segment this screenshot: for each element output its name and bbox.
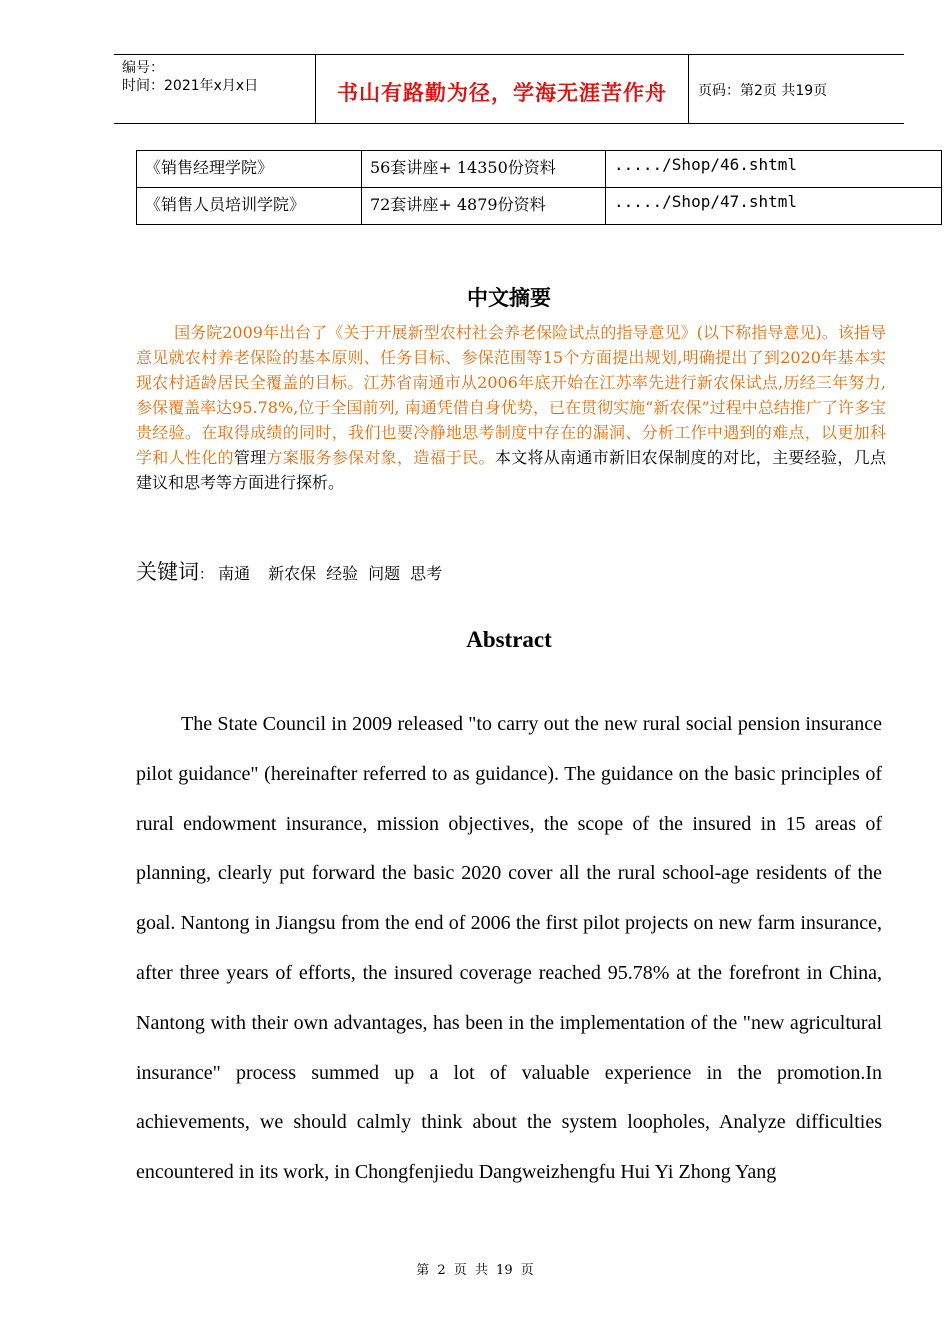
table-cell-name: 《销售经理学院》 [137,151,362,188]
table-cell-link[interactable]: ...../Shop/47.shtml [606,188,942,225]
cn-abstract-black-2: 本文将从南通市新旧农保制度的对比，主要经验，几点建议和思考等方面进行探析。 [136,448,886,492]
cn-abstract-orange-1: 国务院2009年出台了《关于开展新型农村社会养老保险试点的指导意见》(以下称指导意见)。该指导意见就农村养老保险的基本原则、任务目标、参保范围等15个方面提出规划,明确提出了到2020年基本实现农村适龄居民全覆盖的目标。江苏省南通市从2006年底开始在江苏率先进行新农保试点,历经三年努力,参保覆盖率达95.78%,位于全国前列, 南通凭借自身优势，已在贯彻实施“新农保”过程中总结推广了许多宝贵经验。在取得成绩的同时，我们也要冷静地思考制度中存在的漏洞、分析工作中遇到的难点，以更加科学和人性化的 [136,323,886,467]
keyword-term: 经验 [326,564,359,583]
header-page-info: 页码：第2页 共19页 [698,83,828,99]
table-cell-link[interactable]: ...../Shop/46.shtml [606,151,942,188]
page-header [114,54,904,124]
keyword-term: 问题 [368,564,401,583]
table-cell-name: 《销售人员培训学院》 [137,188,362,225]
header-meta [122,59,312,95]
keywords-line [136,556,452,586]
en-abstract-text: The State Council in 2009 released "to carry out the new rural social pension insurance pilot guidance" (hereinafter referred to as guidance). The guidance on the basic principles of rural endowment insurance, mission objectives, the scope of the insured in 15 areas of planning, clearly put forward the basic 2020 cover all the rural school-age residents of the goal. Nantong in Jiangsu from the end of 2006 the first pilot projects on new farm insurance, after three years of efforts, the insured coverage reached 95.78% at the forefront in China, Nantong with their own advantages, has been in the implementation of the "new agricultural insurance" process summed up a lot of valuable experience in the promotion.In achievements, we should calmly think about the system loopholes, Analyze difficulties encountered in its work, in Chongfenjiedu Dangweizhengfu Hui Yi Zhong Yang [136,713,882,1184]
header-motto: 书山有路勤为径，学海无涯苦作舟 [337,81,667,105]
resource-table [136,150,942,225]
serial-label: 编号： [122,60,164,76]
cn-abstract-body [136,320,886,495]
keyword-term: 新农保 [268,564,317,583]
cn-abstract-orange-2: 方案服务参保对象，造福于民。 [266,448,495,467]
cn-abstract-title: 中文摘要 [467,286,551,310]
keywords-label: 关键词 [136,560,199,584]
keyword-term: 思考 [410,564,443,583]
en-abstract-title: Abstract [466,627,552,652]
header-divider [688,55,689,123]
cn-abstract-black-1: 管理 [233,448,267,467]
time-label: 时间：2021年x月x日 [122,78,259,94]
table-row [137,188,942,225]
keyword-term: 南通 [218,564,251,583]
en-abstract-body [136,700,882,1198]
page-footer: 第 2 页 共 19 页 [416,1263,534,1278]
table-cell-content: 72套讲座+ 4879份资料 [362,188,606,225]
table-cell-content: 56套讲座+ 14350份资料 [362,151,606,188]
table-row [137,151,942,188]
keywords-colon: ： [199,567,213,583]
